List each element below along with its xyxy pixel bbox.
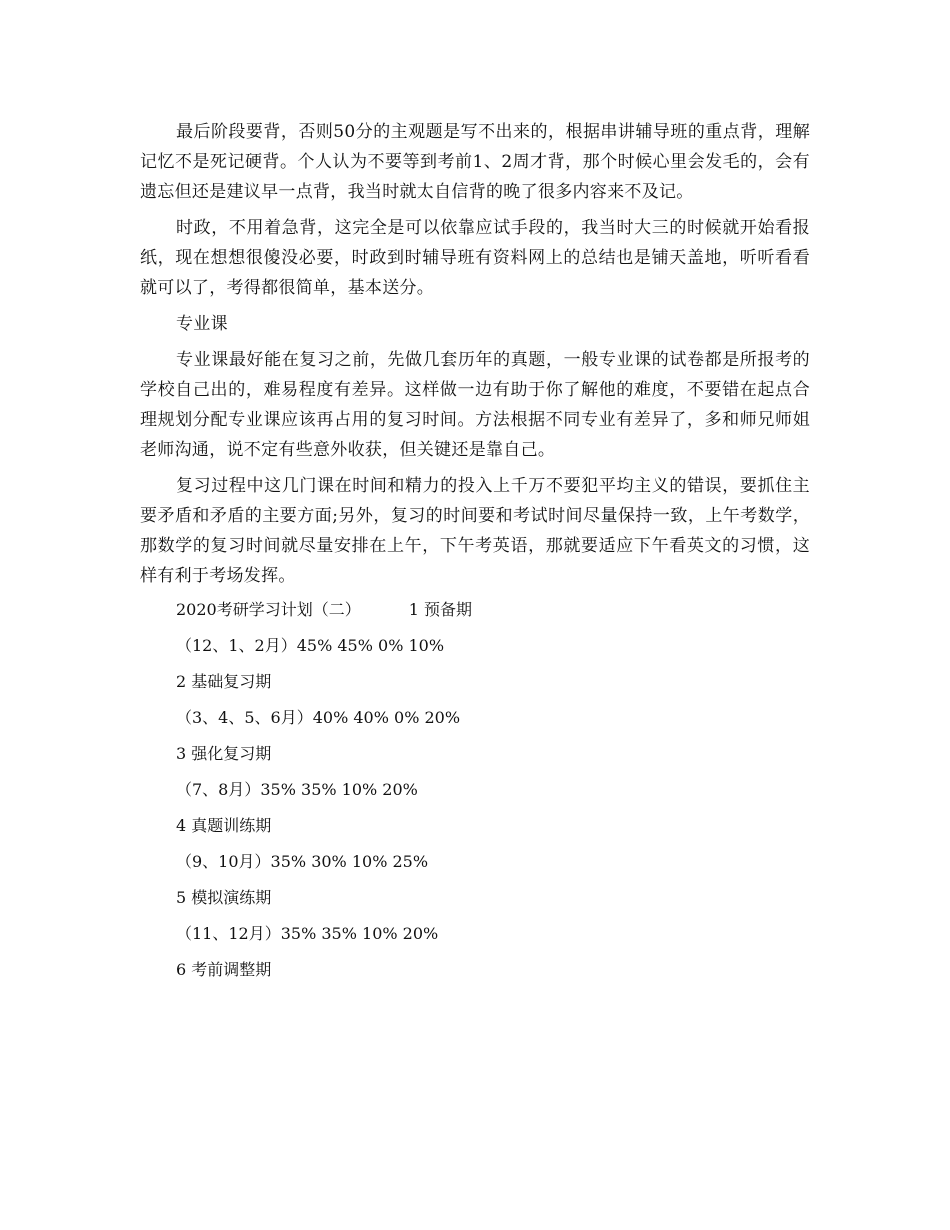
plan-phase-2: 2 基础复习期 xyxy=(176,672,272,691)
plan-ratio-2: （3、4、5、6月）40% 40% 0% 20% xyxy=(176,708,461,727)
study-plan-title: 2020考研学习计划（二） xyxy=(176,600,361,619)
paragraph-review-process: 复习过程中这几门课在时间和精力的投入上千万不要犯平均主义的错误，要抓住主要矛盾和矛盾的主要方面;另外，复习的时间要和考试时间尽量保持一致，上午考数学，那数学的复习时间就尽量安排在上午，下午考英语，那就要适应下午看英文的习惯，这样有利于考场发挥。 xyxy=(140,476,810,586)
plan-ratio-3: （7、8月）35% 35% 10% 20% xyxy=(176,780,418,799)
document-body xyxy=(140,117,810,993)
plan-ratio-1: （12、1、2月）45% 45% 0% 10% xyxy=(176,636,445,655)
paragraph-major-course: 专业课最好能在复习之前，先做几套历年的真题，一般专业课的试卷都是所报考的学校自己出的，难易程度有差异。这样做一边有助于你了解他的难度，不要错在起点合理规划分配专业课应该再占用的复习时间。方法根据不同专业有差异了，多和师兄师姐老师沟通，说不定有些意外收获，但关键还是靠自己。 xyxy=(140,350,810,460)
plan-ratio-4: （9、10月）35% 30% 10% 25% xyxy=(176,852,429,871)
plan-phase-3: 3 强化复习期 xyxy=(176,744,272,763)
study-plan-title-line xyxy=(140,597,810,622)
study-plan xyxy=(140,597,810,982)
paragraph-current-affairs: 时政，不用着急背，这完全是可以依靠应试手段的，我当时大三的时候就开始看报纸，现在想想很傻没必要，时政到时辅导班有资料网上的总结也是铺天盖地，听听看看就可以了，考得都很简单，基本送分。 xyxy=(140,218,810,298)
plan-phase-5: 5 模拟演练期 xyxy=(176,888,272,907)
plan-phase-1: 1 预备期 xyxy=(408,600,473,619)
plan-phase-6: 6 考前调整期 xyxy=(176,960,272,979)
plan-phase-4: 4 真题训练期 xyxy=(176,816,272,835)
plan-ratio-5: （11、12月）35% 35% 10% 20% xyxy=(176,924,439,943)
paragraph-memorize-late-stage: 最后阶段要背，否则50分的主观题是写不出来的，根据串讲辅导班的重点背，理解记忆不是死记硬背。个人认为不要等到考前1、2周才背，那个时候心里会发毛的，会有遗忘但还是建议早一点背，我当时就太自信背的晚了很多内容来不及记。 xyxy=(140,122,810,202)
section-heading-major-course: 专业课 xyxy=(176,314,228,334)
